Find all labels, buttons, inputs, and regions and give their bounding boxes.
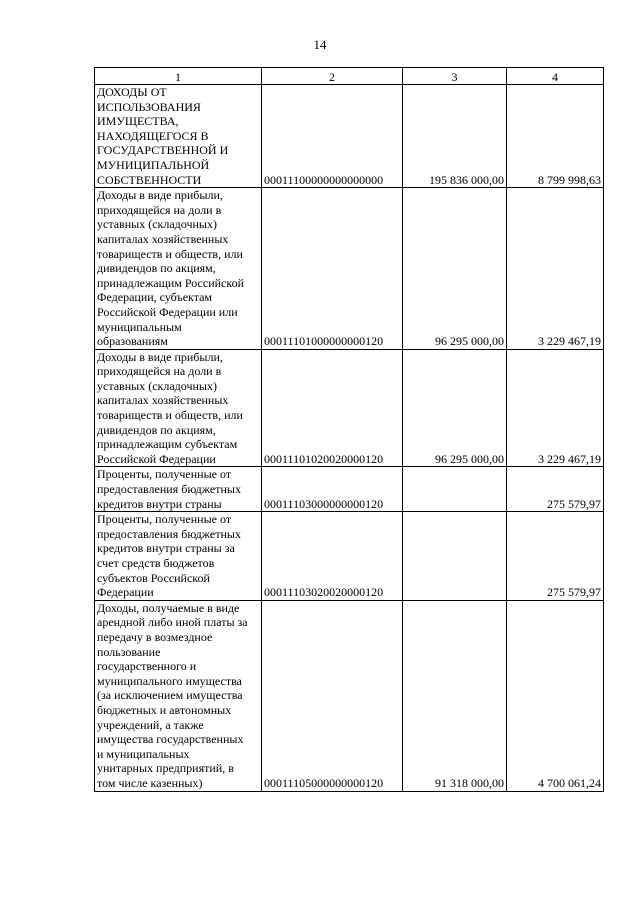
table-row — [95, 512, 604, 601]
page-number: 14 — [313, 37, 327, 52]
table-row — [95, 349, 604, 467]
row-plan — [403, 512, 507, 601]
row-actual: 3 229 467,19 — [507, 349, 604, 467]
row-plan: 96 295 000,00 — [403, 349, 507, 467]
row-name: Проценты, полученные от предоставления бюджетных кредитов внутри страны за счет средств бюджетов субъектов Российской Федерации — [95, 512, 262, 601]
row-code: 00011100000000000000 — [262, 85, 403, 188]
row-code: 00011101000000000120 — [262, 188, 403, 350]
row-actual: 275 579,97 — [507, 512, 604, 601]
row-name: Проценты, полученные от предоставления бюджетных кредитов внутри страны — [95, 467, 262, 512]
table-row — [95, 467, 604, 512]
row-code: 00011103020020000120 — [262, 512, 403, 601]
table-row — [95, 188, 604, 350]
row-actual: 4 700 061,24 — [507, 600, 604, 791]
table-row — [95, 600, 604, 791]
row-code: 00011101020020000120 — [262, 349, 403, 467]
row-code: 00011103000000000120 — [262, 467, 403, 512]
column-header-4: 4 — [507, 68, 604, 85]
table-row — [95, 85, 604, 188]
column-header-2: 2 — [262, 68, 403, 85]
row-name: Доходы в виде прибыли, приходящейся на доли в уставных (складочных) капиталах хозяйственных товариществ и обществ, или дивидендов по акциям, принадлежащим субъектам Российской Федерации — [95, 349, 262, 467]
column-header-1: 1 — [95, 68, 262, 85]
column-header-3: 3 — [403, 68, 507, 85]
revenue-table — [94, 67, 604, 792]
row-name: Доходы, получаемые в виде арендной либо иной платы за передачу в возмездное пользование государственного и муниципального имущества (за исключением имущества бюджетных и автономных учреждений, а также имущества государственных и муниципальных унитарных предприятий, в том числе казенных) — [95, 600, 262, 791]
table-header — [95, 68, 604, 85]
row-actual: 275 579,97 — [507, 467, 604, 512]
row-name: Доходы в виде прибыли, приходящейся на доли в уставных (складочных) капиталах хозяйственных товариществ и обществ, или дивидендов по акциям, принадлежащим Российской Федерации, субъектам Российской Федерации или муниципальным образованиям — [95, 188, 262, 350]
row-plan — [403, 467, 507, 512]
row-actual: 3 229 467,19 — [507, 188, 604, 350]
row-name: ДОХОДЫ ОТ ИСПОЛЬЗОВАНИЯ ИМУЩЕСТВА, НАХОДЯЩЕГОСЯ В ГОСУДАРСТВЕННОЙ И МУНИЦИПАЛЬНОЙ СОБСТВЕННОСТИ — [95, 85, 262, 188]
row-plan: 195 836 000,00 — [403, 85, 507, 188]
table-body — [95, 85, 604, 792]
header-row — [95, 68, 604, 85]
row-actual: 8 799 998,63 — [507, 85, 604, 188]
row-plan: 91 318 000,00 — [403, 600, 507, 791]
row-code: 00011105000000000120 — [262, 600, 403, 791]
row-plan: 96 295 000,00 — [403, 188, 507, 350]
